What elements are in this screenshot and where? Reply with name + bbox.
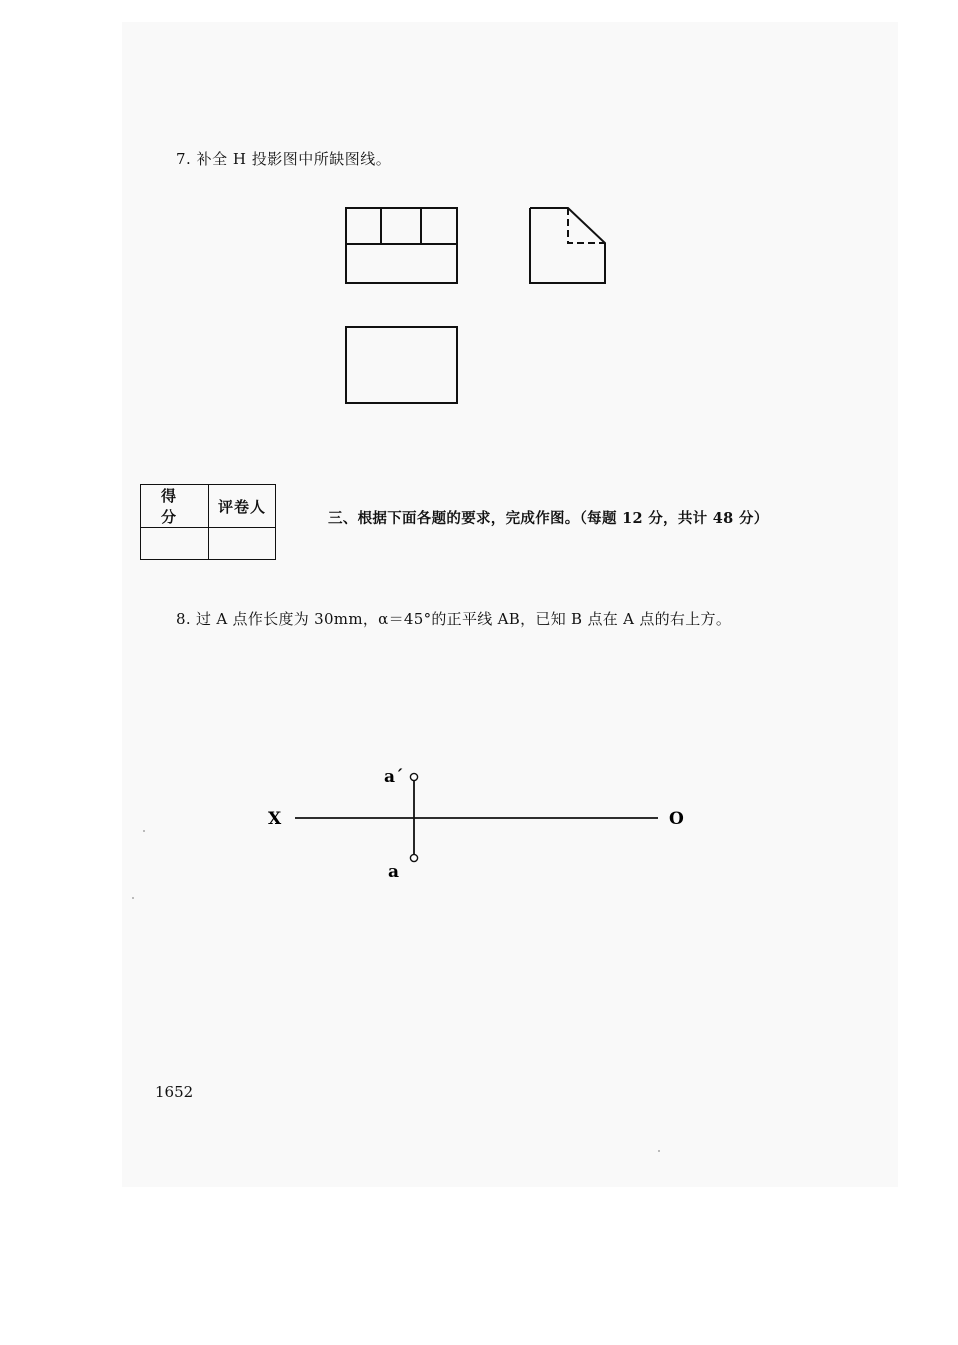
top-view-outline [346, 327, 457, 403]
front-view-outline [346, 208, 457, 283]
section-3-heading: 三、根据下面各题的要求，完成作图。（每题 12 分，共计 48 分） [328, 510, 769, 527]
question-8-figure [260, 760, 700, 890]
question-7-text: 7. 补全 H 投影图中所缺图线。 [176, 150, 392, 168]
question-7-figure [330, 195, 620, 410]
axis-label-x: X [268, 809, 282, 829]
grader-header: 评卷人 [209, 485, 276, 528]
page-number: 1652 [155, 1083, 194, 1101]
side-view [530, 208, 605, 283]
point-a-label: a [388, 862, 400, 882]
top-view [346, 327, 457, 403]
scan-speck [143, 830, 145, 832]
score-cell[interactable] [141, 528, 209, 560]
axis-label-o: O [669, 809, 684, 829]
point-a-prime [410, 773, 417, 780]
point-a-prime-label: a´ [384, 767, 404, 787]
front-view [346, 208, 457, 283]
scan-speck [658, 1150, 660, 1152]
point-a [410, 854, 417, 861]
score-box [140, 484, 276, 560]
question-8-text: 8. 过 A 点作长度为 30mm，α＝45°的正平线 AB，已知 B 点在 A 点的右上方。 [176, 610, 732, 628]
scan-speck [132, 897, 134, 899]
grader-cell[interactable] [209, 528, 276, 560]
score-header: 得 分 [141, 485, 209, 528]
